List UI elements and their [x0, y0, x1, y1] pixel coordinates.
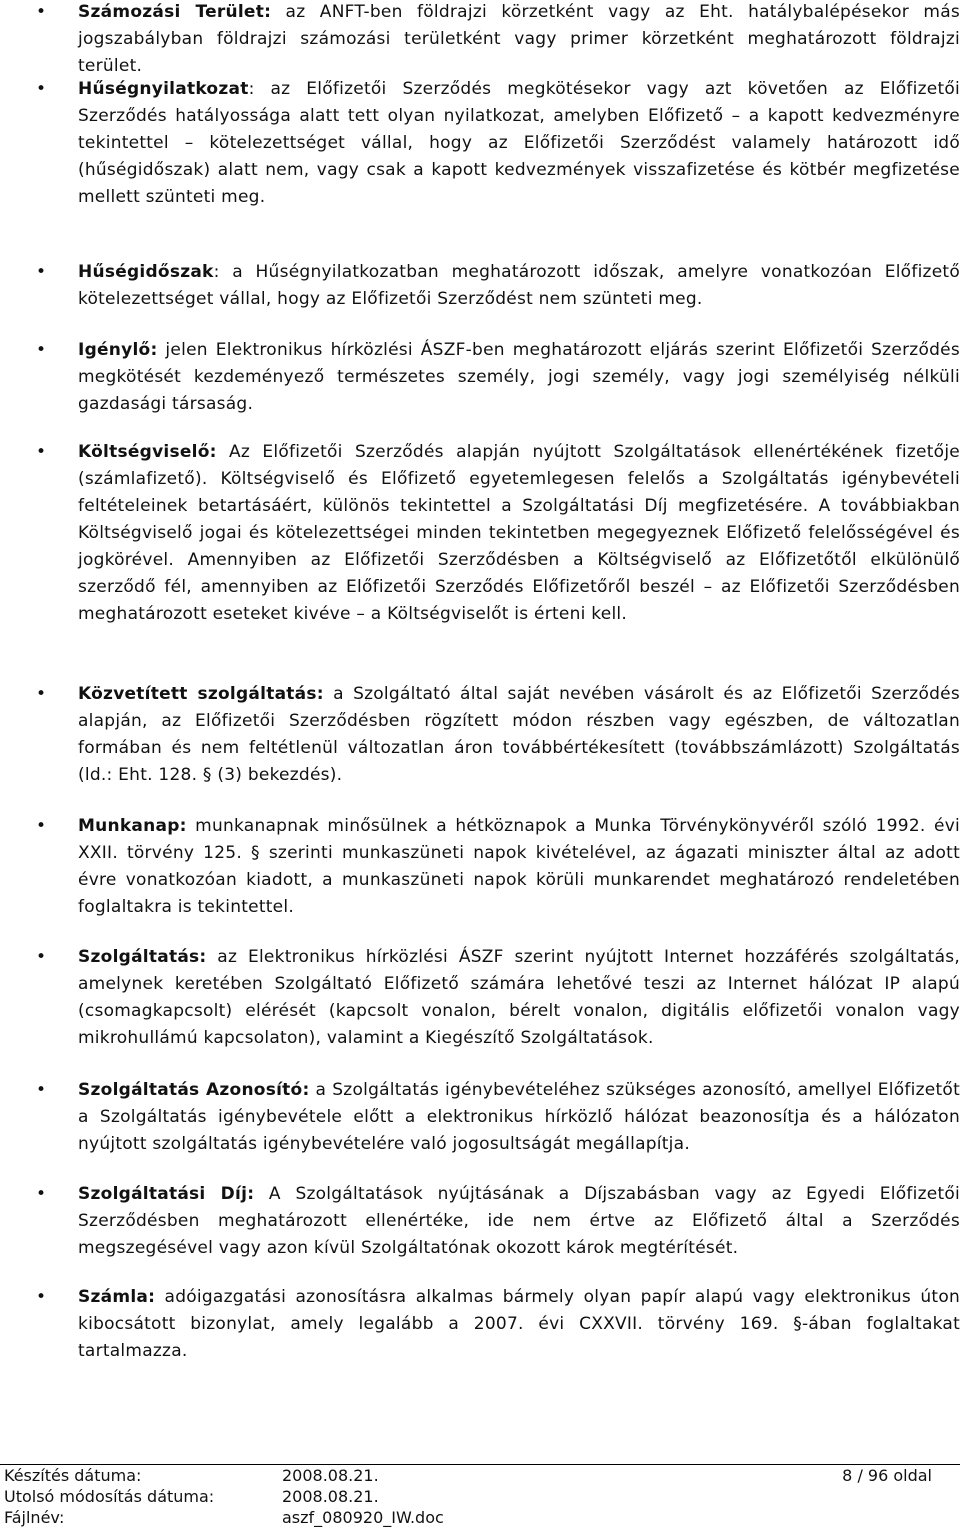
definition-text: A Szolgáltatások nyújtásának a Díjszabásban vagy az Egyedi Előfizetői Szerződésben meghatározott ellenértéke, ide nem értve az Előfizető által a Szerződés megszegésével vagy azon kívül Szolgáltatónak okozott károk megtérítését.	[78, 1184, 960, 1258]
bullet-icon: •	[36, 340, 47, 360]
definition-szolgaltatas-azonosito	[36, 1077, 960, 1158]
bullet-icon: •	[36, 947, 47, 967]
definition-husegnyilatkozat	[36, 76, 960, 211]
definition-szamozasi-terulet	[36, 0, 960, 80]
definition-term: Igénylő:	[78, 340, 158, 360]
bullet-icon: •	[36, 1184, 47, 1204]
bullet-icon: •	[36, 1080, 47, 1100]
definition-term: Szolgáltatás Azonosító:	[78, 1080, 310, 1100]
definition-text: a Szolgáltató által saját nevében vásárolt és az Előfizetői Szerződés alapján, az Előfizetői Szerződésben rögzített módon részben vagy egészben, de változatlan formában és nem feltétlenül változatlan áron továbbértékesített (továbbszámlázott) Szolgáltatás (ld.: Eht. 128. § (3) bekezdés).	[78, 684, 960, 785]
definition-term: Szolgáltatási Díj:	[78, 1184, 255, 1204]
definition-term: Munkanap:	[78, 816, 187, 836]
bullet-icon: •	[36, 442, 47, 462]
page-number: 8 / 96 oldal	[552, 1465, 960, 1487]
filename-label: Fájlnév:	[4, 1508, 65, 1527]
definition-term: Szolgáltatás:	[78, 947, 207, 967]
definition-text: munkanapnak minősülnek a hétköznapok a Munka Törvénykönyvéről szóló 1992. évi XXII. törvény 125. § szerinti munkaszüneti napok kivételével, az ágazati miniszter által az adott évre vonatkozóan kiadott, a munkaszüneti napok körüli munkarendet meghatározó rendeletében foglaltakra is tekintettel.	[78, 816, 960, 917]
definition-text: jelen Elektronikus hírközlési ÁSZF-ben meghatározott eljárás szerint Előfizetői Szerződés megkötését kezdeményező természetes személy, jogi személy, vagy jogi személyiség nélküli gazdasági társaság.	[78, 340, 960, 414]
definition-szolgaltatas	[36, 944, 960, 1052]
definition-text: adóigazgatási azonosításra alkalmas bármely olyan papír alapú vagy elektronikus úton kibocsátott bizonylat, amely legalább a 2007. évi CXXVII. törvény 169. §-ában foglaltakat tartalmazza.	[78, 1287, 960, 1361]
footer-table	[0, 1464, 960, 1528]
bullet-icon: •	[36, 262, 47, 282]
definition-igenylo	[36, 337, 960, 418]
definition-term: Számla:	[78, 1287, 156, 1307]
definition-munkanap	[36, 813, 960, 921]
definition-koltsegviselo	[36, 439, 960, 628]
definition-term: Közvetített szolgáltatás:	[78, 684, 324, 704]
definition-term: Költségviselő:	[78, 442, 217, 462]
definition-text: Az Előfizetői Szerződés alapján nyújtott Szolgáltatások ellenértékének fizetője (számlafizető). Költségviselő és Előfizető egyetemlegesen felelős a Szolgáltatás igénybevételi feltételeinek betartásáért, különös tekintettel a Szolgáltatási Díj megfizetésére. A továbbiakban Költségviselő jogai és kötelezettségei minden tekintetben megegyeznek Előfizető felelősségével és jogkörével. Amennyiben az Előfizetői Szerződésben a Költségviselő az Előfizetőtől elkülönülő szerződő fél, amennyiben az Előfizetői Szerződés Előfizetőről beszél – az Előfizetői Szerződésben meghatározott eseteket kivéve – a Költségviselőt is érteni kell.	[78, 442, 960, 624]
definition-text: az Elektronikus hírközlési ÁSZF szerint nyújtott Internet hozzáférés szolgáltatás, amelynek keretében Szolgáltató Előfizető számára lehetővé teszi az Internet hálózat IP alapú (csomagkapcsolt) elérését (kapcsolt vonalon, bérelt vonalon, digitális előfizetői vonalon vagy mikrohullámú kapcsolaton), valamint a Kiegészítő Szolgáltatások.	[78, 947, 960, 1048]
bullet-icon: •	[36, 79, 47, 99]
bullet-icon: •	[36, 684, 47, 704]
modified-label: Utolsó módosítás dátuma:	[4, 1487, 215, 1506]
definition-text: : a Hűségnyilatkozatban meghatározott időszak, amelyre vonatkozóan Előfizető kötelezettséget vállal, hogy az Előfizetői Szerződést nem szünteti meg.	[78, 262, 960, 309]
filename-value: aszf_080920_IW.doc	[282, 1508, 444, 1527]
definition-text: az ANFT-ben földrajzi körzetként vagy az Eht. hatálybalépésekor más jogszabályban földrajzi számozási területként vagy primer körzetként meghatározott földrajzi terület.	[78, 2, 960, 76]
modified-value: 2008.08.21.	[282, 1487, 379, 1506]
bullet-icon: •	[36, 1287, 47, 1307]
definition-szolgaltatasi-dij	[36, 1181, 960, 1262]
definition-term: Hűségnyilatkozat	[78, 79, 249, 99]
definition-text: : az Előfizetői Szerződés megkötésekor vagy azt követően az Előfizetői Szerződés hatályossága alatt tett olyan nyilatkozat, amelyben Előfizető – a kapott kedvezményre tekintettel – kötelezettséget vállal, hogy az Előfizetői Szerződést valamely határozott idő (hűségidőszak) alatt nem, vagy csak a kapott kedvezmények visszafizetése és kötbér megfizetése mellett szünteti meg.	[78, 79, 960, 207]
created-label: Készítés dátuma:	[0, 1465, 278, 1487]
definition-szamla	[36, 1284, 960, 1365]
definition-term: Számozási Terület:	[78, 2, 272, 22]
definition-text: a Szolgáltatás igénybevételéhez szükséges azonosító, amellyel Előfizetőt a Szolgáltatás igénybevétele előtt a elektronikus hírközlő hálózat beazonosítja és a hálózaton nyújtott szolgáltatás igénybevételére való jogosultságát megállapítja.	[78, 1080, 960, 1154]
definition-kozvetitett-szolgaltatas	[36, 681, 960, 789]
definition-term: Hűségidőszak	[78, 262, 214, 282]
bullet-icon: •	[36, 2, 47, 22]
definition-husegidoszak	[36, 259, 960, 313]
bullet-icon: •	[36, 816, 47, 836]
created-value: 2008.08.21.	[278, 1465, 552, 1487]
